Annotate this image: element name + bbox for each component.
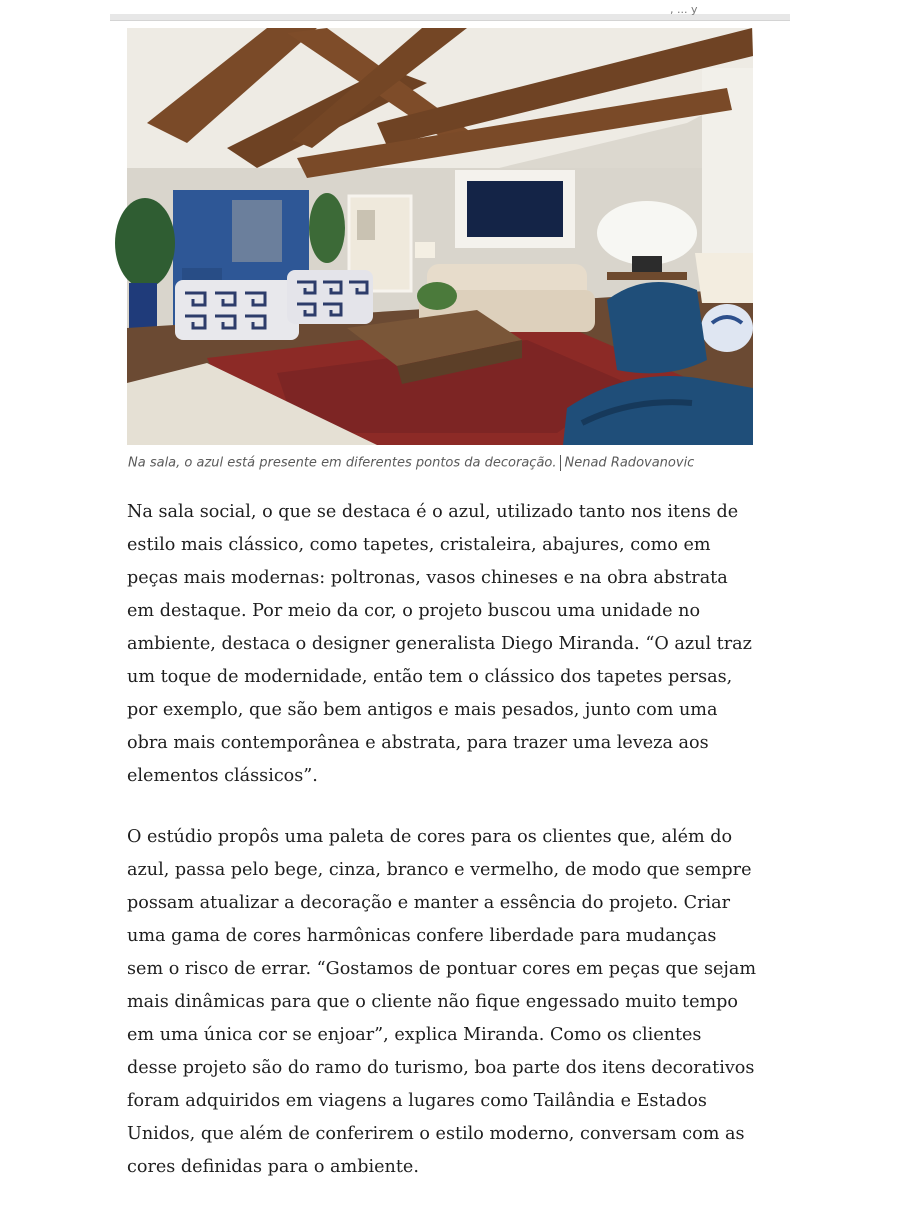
caption-separator	[560, 455, 561, 471]
top-bar-cut-text: , ... y	[670, 3, 698, 16]
caption-text: Na sala, o azul está presente em diferentes pontos da decoração.	[128, 455, 557, 471]
top-bar	[110, 3, 790, 21]
living-room-illustration	[127, 28, 753, 445]
article-paragraph-1: Na sala social, o que se destaca é o azul, utilizado tanto nos itens de estilo mais clássico, como tapetes, cristaleira, abajures, como em peças mais modernas: poltronas, vasos chineses e na obra abstrata em destaque. Por meio da cor, o projeto buscou uma unidade no ambiente, destaca o designer generalista Diego Miranda. “O azul traz um toque de modernidade, então tem o clássico dos tapetes persas, por exemplo, que são bem antigos e mais pesados, junto com uma obra mais contemporânea e abstrata, para trazer uma leveza aos elementos clássicos”.	[127, 502, 752, 786]
article-paragraph-2: O estúdio propôs uma paleta de cores para os clientes que, além do azul, passa pelo bege, cinza, branco e vermelho, de modo que sempre possam atualizar a decoração e manter a essência do projeto. Criar uma gama de cores harmônicas confere liberdade para mudanças sem o risco de errar. “Gostamos de pontuar cores em peças que sejam mais dinâmicas para que o cliente não fique engessado muito tempo em uma única cor se enjoar”, explica Miranda. Como os clientes desse projeto são do ramo do turismo, boa parte dos itens decorativos foram adquiridos em viagens a lugares como Tailândia e Estados Unidos, que além de conferirem o estilo moderno, conversam com as cores definidas para o ambiente.	[127, 827, 757, 1177]
article-body	[127, 496, 757, 1212]
photo-caption	[128, 455, 788, 471]
caption-credit: Nenad Radovanovic	[564, 455, 695, 471]
article-photo[interactable]	[127, 28, 753, 445]
